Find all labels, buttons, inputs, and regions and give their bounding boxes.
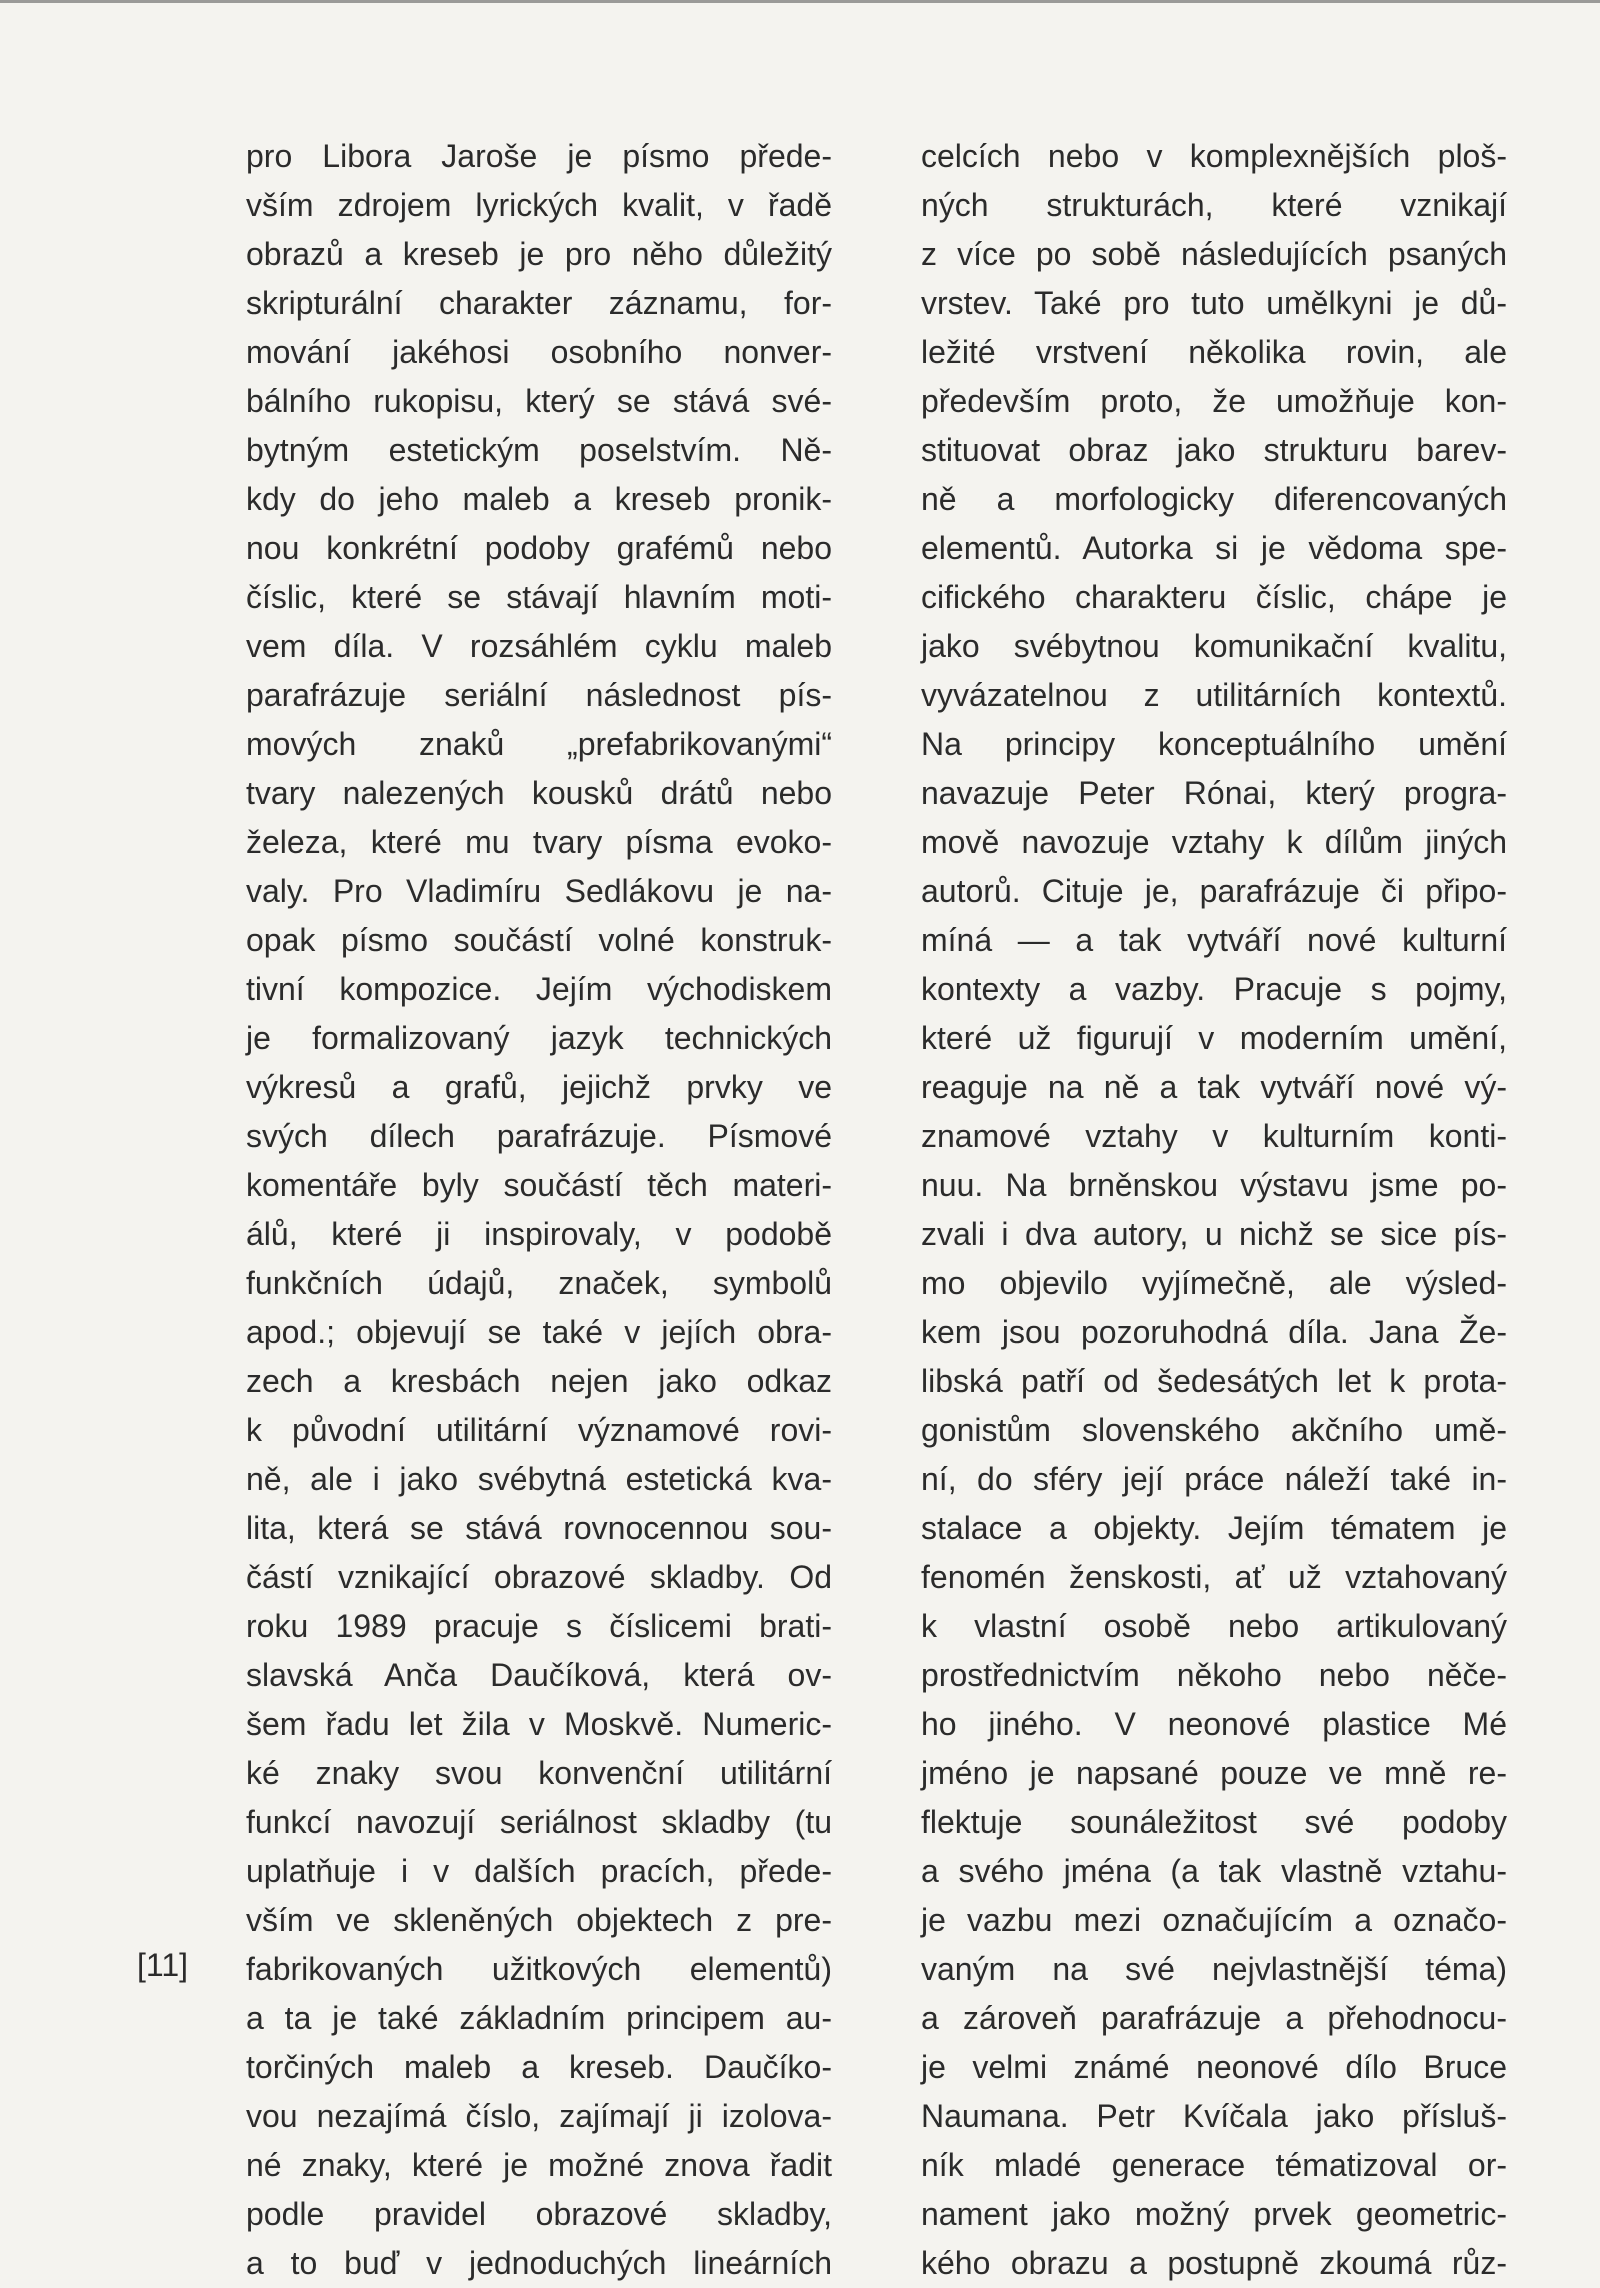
text-line: reaguje na ně a tak vytváří nové vý- xyxy=(921,1069,1507,1105)
text-line: kem jsou pozoruhodná díla. Jana Že- xyxy=(921,1314,1507,1350)
text-line: álů, které ji inspirovaly, v podobě xyxy=(246,1216,832,1252)
text-line: navazuje Peter Rónai, který progra- xyxy=(921,775,1507,811)
text-line: bálního rukopisu, který se stává své- xyxy=(246,383,832,419)
text-line: nou konkrétní podoby grafémů nebo xyxy=(246,530,832,566)
text-line: cifického charakteru číslic, chápe je xyxy=(921,579,1507,615)
text-line: výkresů a grafů, jejichž prvky ve xyxy=(246,1069,832,1105)
text-line: ní, do sféry její práce náleží také in- xyxy=(921,1461,1507,1497)
text-line: tivní kompozice. Jejím východiskem xyxy=(246,971,832,1007)
text-line: funkcí navozují seriálnost skladby (tu xyxy=(246,1804,832,1840)
text-line: stalace a objekty. Jejím tématem je xyxy=(921,1510,1507,1546)
text-line: je formalizovaný jazyk technických xyxy=(246,1020,832,1056)
text-line: částí vznikající obrazové skladby. Od xyxy=(246,1559,832,1595)
text-line: stituovat obraz jako strukturu barev- xyxy=(921,432,1507,468)
text-line: ně a morfologicky diferencovaných xyxy=(921,481,1507,517)
text-line: slavská Anča Daučíková, která ov- xyxy=(246,1657,832,1693)
text-line: zech a kresbách nejen jako odkaz xyxy=(246,1363,832,1399)
text-line: opak písmo součástí volné konstruk- xyxy=(246,922,832,958)
text-line: kontexty a vazby. Pracuje s pojmy, xyxy=(921,971,1507,1007)
text-line: k vlastní osobě nebo artikulovaný xyxy=(921,1608,1507,1644)
text-line: železa, které mu tvary písma evoko- xyxy=(246,824,832,860)
text-line: ně, ale i jako svébytná estetická kva- xyxy=(246,1461,832,1497)
text-column-left xyxy=(246,132,832,2288)
text-line: je velmi známé neonové dílo Bruce xyxy=(921,2049,1507,2085)
text-line: kého obrazu a postupně zkoumá růz- xyxy=(921,2245,1507,2281)
text-line: nament jako možný prvek geometric- xyxy=(921,2196,1507,2232)
text-line: funkčních údajů, značek, symbolů xyxy=(246,1265,832,1301)
text-line: znamové vztahy v kulturním konti- xyxy=(921,1118,1507,1154)
text-line: prostřednictvím někoho nebo něče- xyxy=(921,1657,1507,1693)
text-line: uplatňuje i v dalších pracích, přede- xyxy=(246,1853,832,1889)
page-number: [11] xyxy=(137,1947,188,1983)
text-line: ných strukturách, které vznikají xyxy=(921,187,1507,223)
text-line: a svého jména (a tak vlastně vztahu- xyxy=(921,1853,1507,1889)
text-line: valy. Pro Vladimíru Sedlákovu je na- xyxy=(246,873,832,909)
text-line: lita, která se stává rovnocennou sou- xyxy=(246,1510,832,1546)
text-line: vaným na své nejvlastnější téma) xyxy=(921,1951,1507,1987)
text-line: a to buď v jednoduchých lineárních xyxy=(246,2245,832,2281)
text-line: zvali i dva autory, u nichž se sice pís- xyxy=(921,1216,1507,1252)
text-line: tvary nalezených kousků drátů nebo xyxy=(246,775,832,811)
text-line: fabrikovaných užitkových elementů) xyxy=(246,1951,832,1987)
text-line: podle pravidel obrazové skladby, xyxy=(246,2196,832,2232)
text-line: fenomén ženskosti, ať už vztahovaný xyxy=(921,1559,1507,1595)
text-line: jméno je napsané pouze ve mně re- xyxy=(921,1755,1507,1791)
text-line: kdy do jeho maleb a kreseb pronik- xyxy=(246,481,832,517)
text-line: mově navozuje vztahy k dílům jiných xyxy=(921,824,1507,860)
text-line: autorů. Cituje je, parafrázuje či připo- xyxy=(921,873,1507,909)
text-line: vrstev. Také pro tuto umělkyni je dů- xyxy=(921,285,1507,321)
text-line: ník mladé generace tématizoval or- xyxy=(921,2147,1507,2183)
text-line: parafrázuje seriální následnost pís- xyxy=(246,677,832,713)
text-line: především proto, že umožňuje kon- xyxy=(921,383,1507,419)
text-line: Na principy konceptuálního umění xyxy=(921,726,1507,762)
text-line: Naumana. Petr Kvíčala jako přísluš- xyxy=(921,2098,1507,2134)
text-line: nuu. Na brněnskou výstavu jsme po- xyxy=(921,1167,1507,1203)
text-line: šem řadu let žila v Moskvě. Numeric- xyxy=(246,1706,832,1742)
text-line: mování jakéhosi osobního nonver- xyxy=(246,334,832,370)
text-line: ležité vrstvení několika rovin, ale xyxy=(921,334,1507,370)
text-line: vou nezajímá číslo, zajímají ji izolova- xyxy=(246,2098,832,2134)
text-column-right xyxy=(921,132,1507,2288)
text-line: ké znaky svou konvenční utilitární xyxy=(246,1755,832,1791)
text-line: pro Libora Jaroše je písmo přede- xyxy=(246,138,832,174)
text-line: roku 1989 pracuje s číslicemi brati- xyxy=(246,1608,832,1644)
text-line: bytným estetickým poselstvím. Ně- xyxy=(246,432,832,468)
text-line: skripturální charakter záznamu, for- xyxy=(246,285,832,321)
text-line: k původní utilitární významové rovi- xyxy=(246,1412,832,1448)
page-top-edge xyxy=(0,0,1600,3)
text-line: né znaky, které je možné znova řadit xyxy=(246,2147,832,2183)
text-line: torčiných maleb a kreseb. Daučíko- xyxy=(246,2049,832,2085)
text-line: elementů. Autorka si je vědoma spe- xyxy=(921,530,1507,566)
text-line: obrazů a kreseb je pro něho důležitý xyxy=(246,236,832,272)
text-line: flektuje sounáležitost své podoby xyxy=(921,1804,1507,1840)
text-line: gonistům slovenského akčního umě- xyxy=(921,1412,1507,1448)
text-line: svých dílech parafrázuje. Písmové xyxy=(246,1118,832,1154)
text-line: a zároveň parafrázuje a přehodnocu- xyxy=(921,2000,1507,2036)
text-line: a ta je také základním principem au- xyxy=(246,2000,832,2036)
text-line: ho jiného. V neonové plastice Mé xyxy=(921,1706,1507,1742)
text-line: libská patří od šedesátých let k prota- xyxy=(921,1363,1507,1399)
text-line: číslic, které se stávají hlavním moti- xyxy=(246,579,832,615)
text-line: apod.; objevují se také v jejích obra- xyxy=(246,1314,832,1350)
text-line: míná — a tak vytváří nové kulturní xyxy=(921,922,1507,958)
text-line: z více po sobě následujících psaných xyxy=(921,236,1507,272)
text-line: mo objevilo vyjímečně, ale výsled- xyxy=(921,1265,1507,1301)
text-line: jako svébytnou komunikační kvalitu, xyxy=(921,628,1507,664)
text-line: je vazbu mezi označujícím a označo- xyxy=(921,1902,1507,1938)
text-line: vem díla. V rozsáhlém cyklu maleb xyxy=(246,628,832,664)
text-line: mových znaků „prefabrikovanými“ xyxy=(246,726,832,762)
text-line: celcích nebo v komplexnějších ploš- xyxy=(921,138,1507,174)
text-line: vším zdrojem lyrických kvalit, v řadě xyxy=(246,187,832,223)
text-line: které už figurují v moderním umění, xyxy=(921,1020,1507,1056)
text-line: vším ve skleněných objektech z pre- xyxy=(246,1902,832,1938)
text-line: komentáře byly součástí těch materi- xyxy=(246,1167,832,1203)
text-line: vyvázatelnou z utilitárních kontextů. xyxy=(921,677,1507,713)
